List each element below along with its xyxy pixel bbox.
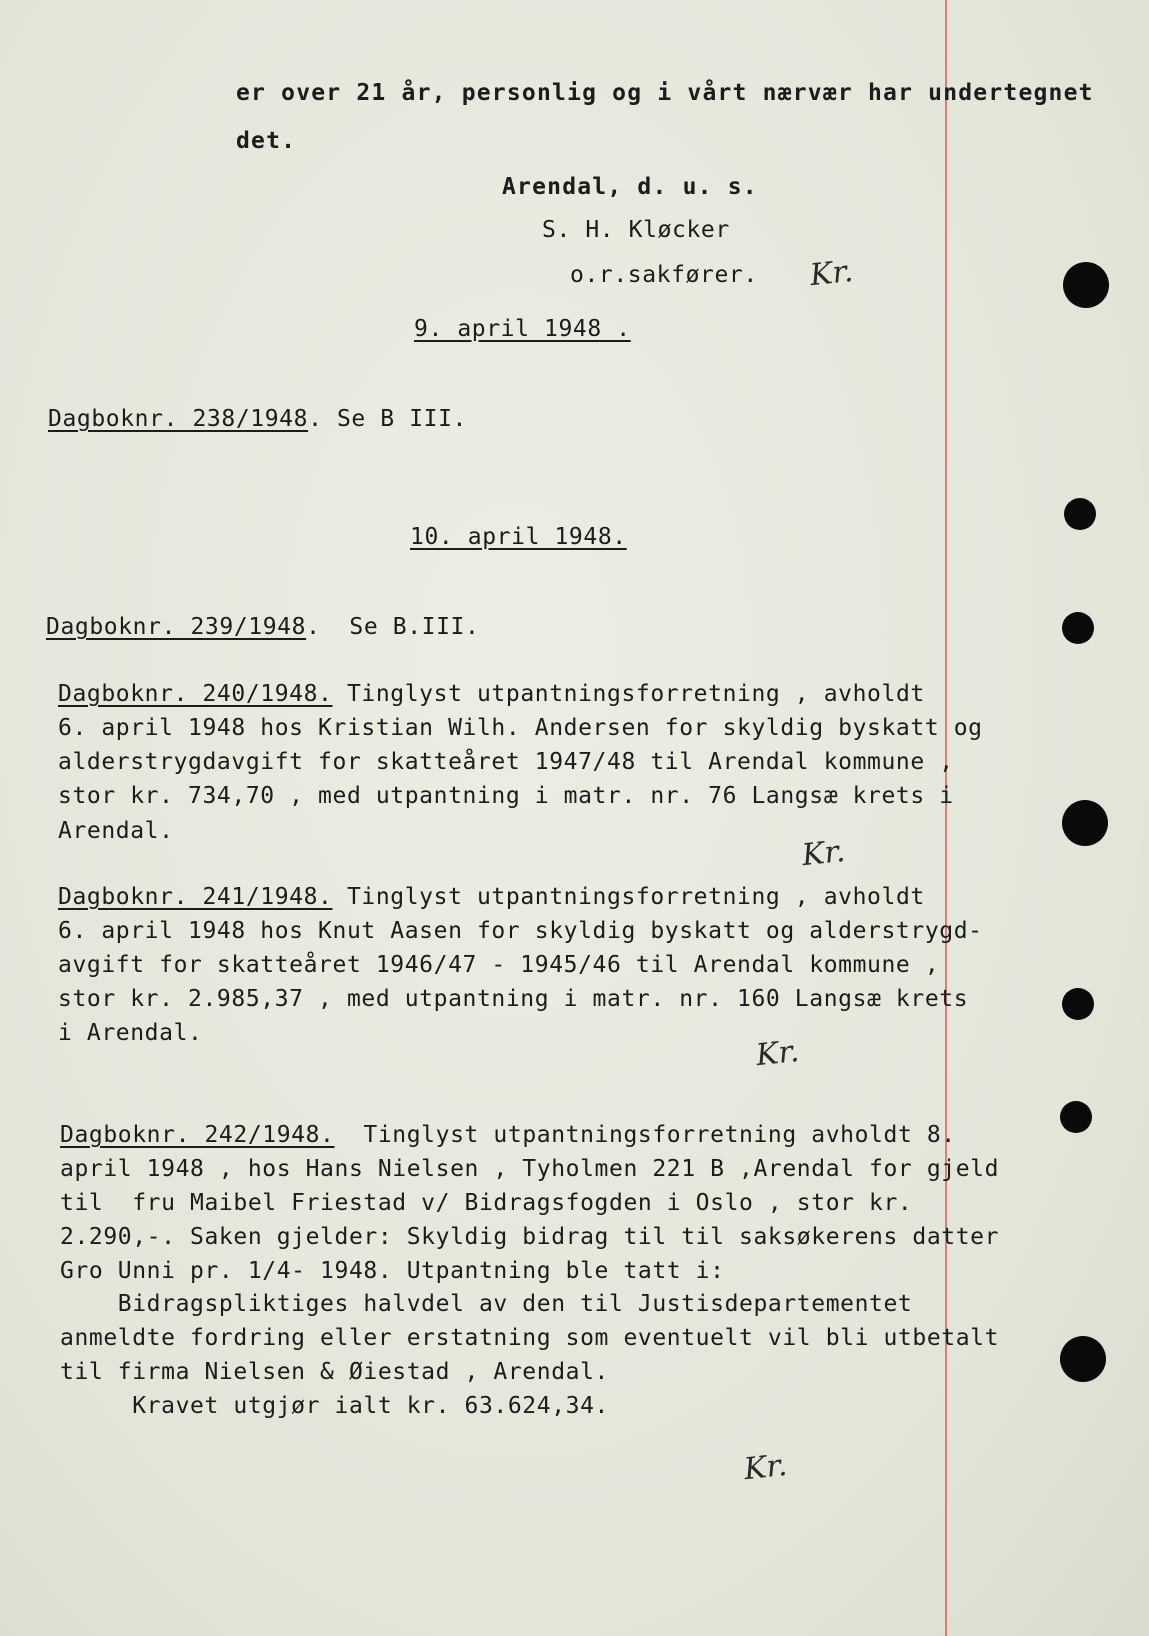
entry-ref: Dagboknr. 238/1948	[48, 406, 309, 432]
punch-hole	[1062, 800, 1108, 846]
entry-242-line-7: anmeldte fordring eller erstatning som eventuelt vil bli utbetalt	[60, 1325, 1000, 1351]
red-margin-line	[945, 0, 947, 1636]
initials-signature: Kr.	[800, 833, 847, 874]
entry-238	[48, 406, 467, 432]
entry-text: Tinglyst utpantningsforretning , avholdt	[332, 681, 925, 707]
entry-text: . Se B III.	[308, 406, 467, 432]
punch-hole	[1063, 262, 1109, 308]
entry-ref: Dagboknr. 242/1948.	[60, 1122, 335, 1148]
entry-ref: Dagboknr. 241/1948.	[58, 884, 333, 910]
entry-242-line-6: Bidragspliktiges halvdel av den til Justisdepartementet	[60, 1291, 913, 1317]
punch-hole	[1062, 988, 1094, 1020]
date-heading-2: 10. april 1948.	[410, 524, 627, 550]
entry-240-line-4: stor kr. 734,70 , med utpantning i matr. nr. 76 Langsæ krets i	[58, 783, 954, 809]
header-line-2: det.	[236, 128, 297, 154]
entry-240-line-3: alderstrygdavgift for skatteåret 1947/48 til Arendal kommune ,	[58, 749, 954, 775]
place-date: Arendal, d. u. s.	[502, 174, 758, 200]
entry-242-line-3: til fru Maibel Friestad v/ Bidragsfogden i Oslo , stor kr.	[60, 1190, 913, 1216]
header-line-1: er over 21 år, personlig og i vårt nærvær har undertegnet	[236, 80, 1094, 106]
punch-hole	[1062, 612, 1094, 644]
entry-ref: Dagboknr. 239/1948	[46, 614, 307, 640]
entry-ref: Dagboknr. 240/1948.	[58, 681, 333, 707]
entry-239	[46, 614, 479, 640]
signer-title: o.r.sakfører.	[570, 262, 758, 288]
initials-signature: Kr.	[754, 1033, 801, 1074]
punch-hole	[1060, 1101, 1092, 1133]
entry-240-line-1	[58, 681, 925, 707]
entry-241-line-2: 6. april 1948 hos Knut Aasen for skyldig byskatt og alderstrygd-	[58, 918, 983, 944]
punch-hole	[1060, 1336, 1106, 1382]
entry-text: Tinglyst utpantningsforretning avholdt 8.	[334, 1122, 956, 1148]
punch-hole	[1064, 498, 1096, 530]
entry-242-line-5: Gro Unni pr. 1/4- 1948. Utpantning ble tatt i:	[60, 1258, 725, 1284]
entry-242-line-4: 2.290,-. Saken gjelder: Skyldig bidrag til til saksøkerens datter	[60, 1224, 1000, 1250]
date-heading-1: 9. april 1948 .	[414, 316, 631, 342]
entry-241-line-4: stor kr. 2.985,37 , med utpantning i matr. nr. 160 Langsæ krets	[58, 986, 969, 1012]
entry-241-line-3: avgift for skatteåret 1946/47 - 1945/46 til Arendal kommune ,	[58, 952, 940, 978]
entry-text: . Se B.III.	[306, 614, 480, 640]
entry-240-line-5: Arendal.	[58, 818, 174, 844]
entry-242-line-1	[60, 1122, 956, 1148]
entry-242-line-2: april 1948 , hos Hans Nielsen , Tyholmen 221 B ,Arendal for gjeld	[60, 1156, 1000, 1182]
entry-241-line-1	[58, 884, 925, 910]
entry-240-line-2: 6. april 1948 hos Kristian Wilh. Andersen for skyldig byskatt og	[58, 715, 983, 741]
entry-241-line-5: i Arendal.	[58, 1020, 203, 1046]
entry-text: Tinglyst utpantningsforretning , avholdt	[332, 884, 925, 910]
initials-signature: Kr.	[742, 1447, 789, 1488]
entry-242-line-8: til firma Nielsen & Øiestad , Arendal.	[60, 1359, 609, 1385]
entry-242-line-9: Kravet utgjør ialt kr. 63.624,34.	[60, 1393, 609, 1419]
initials-signature: Kr.	[808, 253, 855, 294]
signer-name: S. H. Kløcker	[542, 217, 730, 243]
